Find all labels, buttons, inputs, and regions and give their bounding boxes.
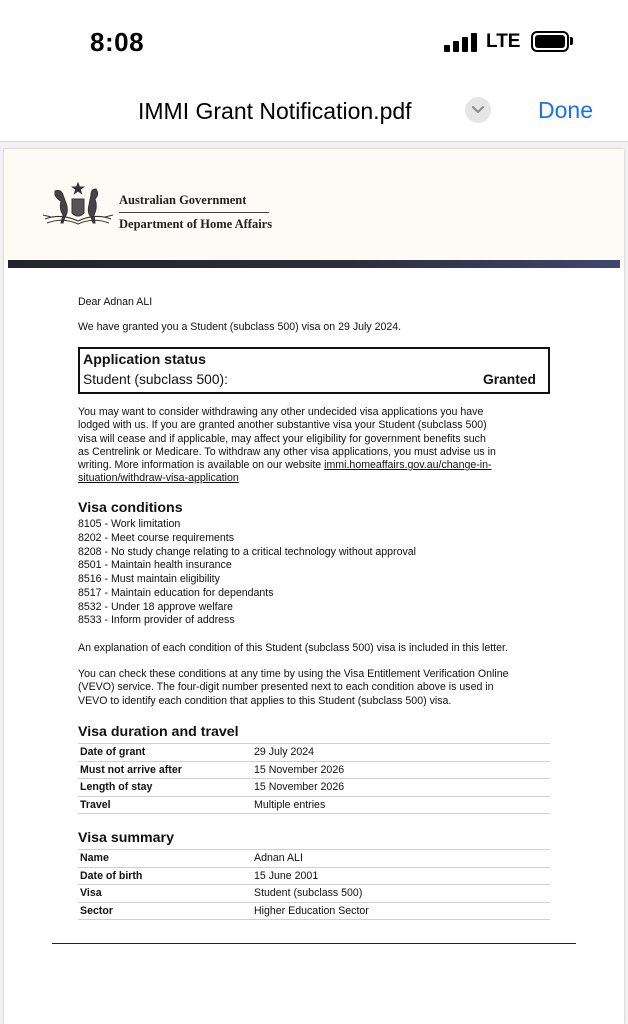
paragraph-line: You can check these conditions at any time by using the Visa Entitlement Verification Online [78, 668, 509, 680]
withdraw-paragraph [78, 406, 496, 486]
table-row [78, 779, 550, 797]
document-nav-bar [0, 84, 628, 142]
paragraph-line: visa will cease and if applicable, may affect your eligibility for government benefits such [78, 432, 486, 445]
summary-heading: Visa summary [78, 830, 174, 846]
row-value: Student (subclass 500) [252, 885, 550, 903]
header-band [8, 260, 620, 268]
row-label: Length of stay [78, 779, 252, 797]
withdraw-link-continued[interactable]: situation/withdraw-visa-application [78, 472, 239, 485]
coat-of-arms-icon [41, 177, 115, 229]
pdf-page[interactable] [4, 149, 624, 1024]
table-row [78, 867, 550, 885]
chevron-down-icon [472, 105, 484, 114]
explanation-text: An explanation of each condition of this Student (subclass 500) visa is included in this letter. [78, 642, 508, 654]
list-item: 8516 - Must maintain eligibility [78, 573, 220, 585]
table-row [78, 796, 550, 814]
title-menu-button[interactable] [465, 97, 491, 123]
status-box-heading: Application status [83, 352, 206, 368]
status-visa-label: Student (subclass 500): [83, 372, 228, 387]
summary-table [78, 849, 550, 920]
row-label: Sector [78, 902, 252, 920]
done-button[interactable]: Done [538, 97, 593, 123]
paragraph-line: You may want to consider withdrawing any other undecided visa applications you have [78, 406, 484, 418]
row-label: Must not arrive after [78, 761, 252, 779]
row-label: Date of birth [78, 867, 252, 885]
duration-heading: Visa duration and travel [78, 724, 239, 740]
paragraph-line: lodged with us. If you are granted another substantive visa your Student (subclass 500) [78, 419, 487, 432]
government-name: Australian Government [119, 193, 247, 207]
row-value: 29 July 2024 [252, 744, 550, 762]
cellular-signal-icon [444, 32, 478, 52]
status-bar [0, 0, 628, 84]
list-item: 8208 - No study change relating to a critical technology without approval [78, 545, 417, 558]
duration-table [78, 743, 550, 814]
battery-tip [570, 37, 573, 45]
row-label: Travel [78, 796, 252, 814]
paragraph-line: VEVO to identify each condition that applies to this Student (subclass 500) visa. [78, 694, 452, 707]
list-item: 8105 - Work limitation [78, 518, 181, 530]
list-item: 8533 - Inform provider of address [78, 614, 235, 627]
vevo-paragraph [78, 668, 508, 708]
list-item: 8501 - Maintain health insurance [78, 559, 232, 572]
list-item: 8202 - Meet course requirements [78, 531, 235, 544]
paragraph-line [78, 459, 496, 472]
letterhead-divider [119, 212, 269, 213]
table-row [78, 761, 550, 779]
conditions-list [78, 518, 416, 628]
row-label: Date of grant [78, 744, 252, 762]
status-badge: Granted [483, 372, 536, 387]
footer-divider [52, 943, 576, 944]
row-value: Multiple entries [252, 796, 550, 814]
table-row [78, 902, 550, 920]
carrier-label: LTE [486, 31, 521, 52]
row-value: 15 June 2001 [252, 867, 550, 885]
list-item: 8532 - Under 18 approve welfare [78, 600, 233, 613]
row-label: Name [78, 850, 252, 868]
row-value: 15 November 2026 [252, 761, 550, 779]
paragraph-line: (VEVO) service. The four-digit number presented next to each condition above is used in [78, 681, 494, 694]
paragraph-line: as Centrelink or Medicare. To withdraw any other visa applications, you must advise us in [78, 445, 496, 458]
application-status-box [78, 347, 550, 394]
table-row [78, 850, 550, 868]
row-value: Adnan ALI [252, 850, 550, 868]
paragraph-text: writing. More information is available on our website [78, 459, 325, 472]
greeting: Dear Adnan ALI [78, 296, 153, 308]
conditions-heading: Visa conditions [78, 500, 183, 516]
clock: 8:08 [90, 27, 145, 57]
letterhead [4, 149, 624, 263]
row-value: Higher Education Sector [252, 902, 550, 920]
table-row [78, 744, 550, 762]
row-label: Visa [78, 885, 252, 903]
document-title[interactable]: IMMI Grant Notification.pdf [138, 98, 412, 124]
battery-icon [531, 31, 569, 52]
grant-sentence: We have granted you a Student (subclass 500) visa on 29 July 2024. [78, 321, 402, 333]
row-value: 15 November 2026 [252, 779, 550, 797]
list-item: 8517 - Maintain education for dependants [78, 586, 274, 599]
department-name: Department of Home Affairs [119, 217, 273, 231]
table-row [78, 885, 550, 903]
withdraw-link[interactable]: immi.homeaffairs.gov.au/change-in- [324, 459, 492, 472]
